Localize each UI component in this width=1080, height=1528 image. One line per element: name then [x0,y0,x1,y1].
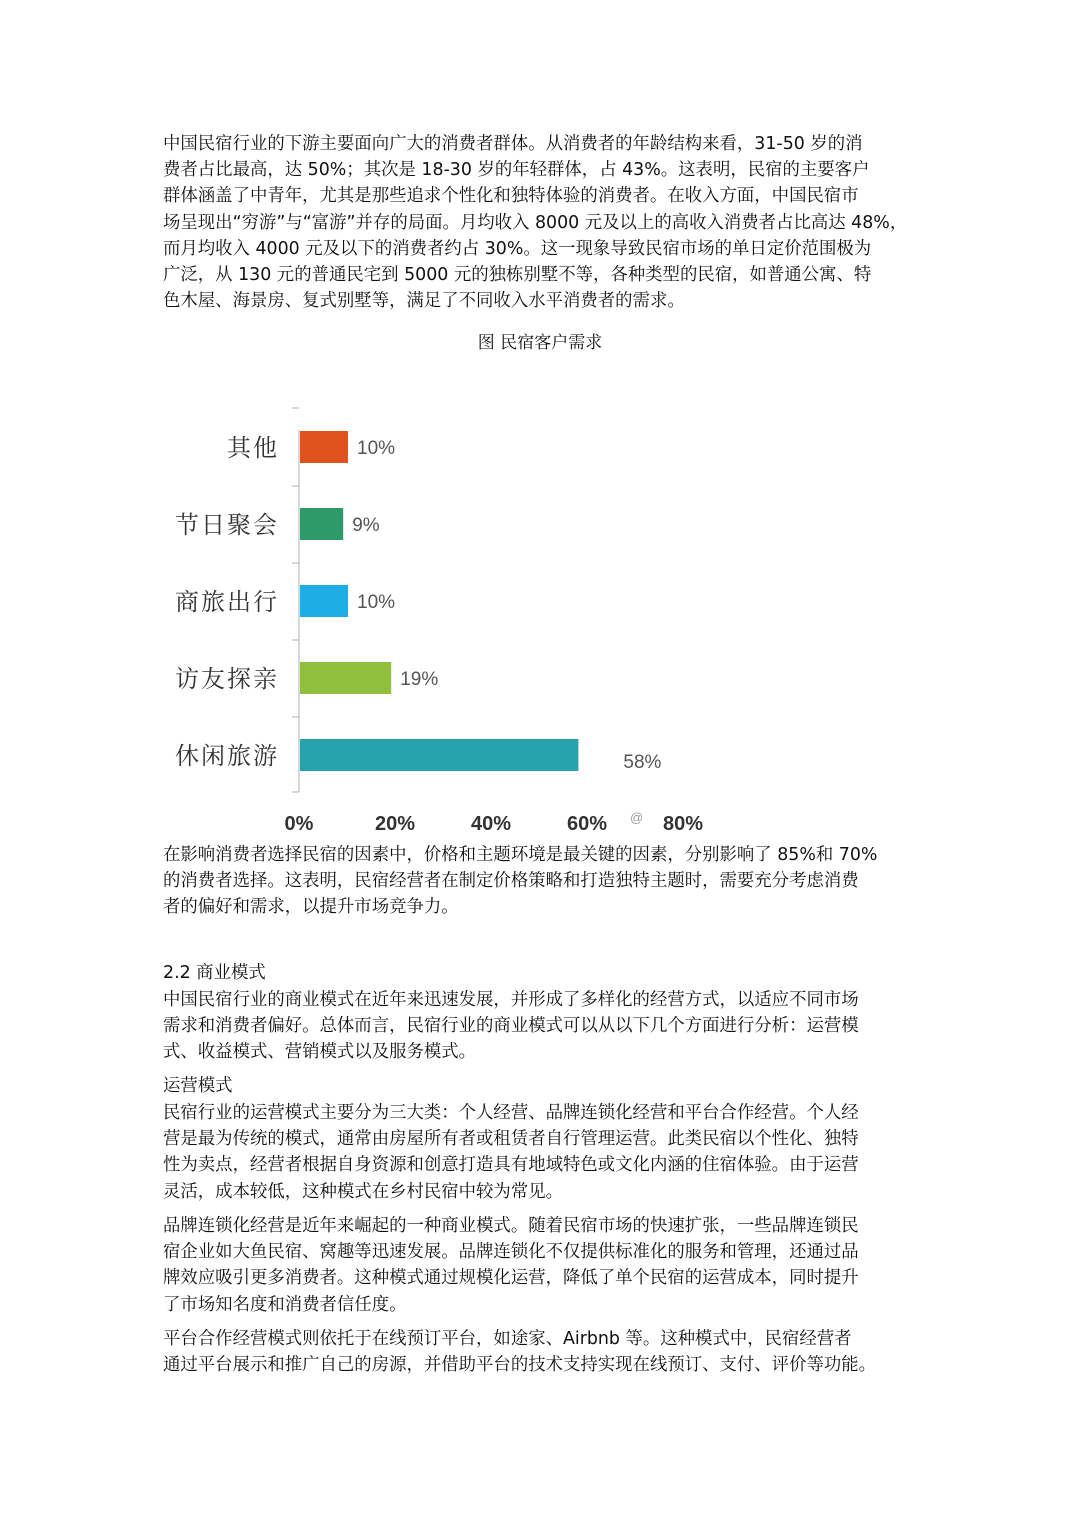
text-line: 群体涵盖了中青年，尤其是那些追求个性化和独特体验的消费者。在收入方面，中国民宿市 [163,186,859,207]
text-line: 者的偏好和需求，以提升市场竞争力。 [163,897,459,918]
text-line: 了市场知名度和消费者信任度。 [163,1294,407,1315]
paragraph-influencing-factors [163,842,919,921]
text-line: 中国民宿行业的商业模式在近年来迅速发展，并形成了多样化的经营方式，以适应不同市场 [163,990,859,1010]
value-label: 10% [357,438,396,459]
text-line: 品牌连锁化经营是近年来崛起的一种商业模式。随着民宿市场的快速扩张，一些品牌连锁民 [163,1216,859,1236]
section-heading: 2.2 商业模式 [163,963,266,983]
text-line: 在影响消费者选择民宿的因素中，价格和主题环境是最关键的因素，分别影响了 85%和 70% [163,845,878,865]
paragraph-platform-cooperation [163,1326,919,1378]
text-line: 的消费者选择。这表明，民宿经营者在制定价格策略和打造独特主题时，需要充分考虑消费 [163,871,859,892]
category-label: 商旅出行 [175,588,279,616]
category-label: 其他 [227,434,279,462]
text-line: 宿企业如大鱼民宿、窝趣等迅速发展。品牌连锁化不仅提供标准化的服务和管理，还通过品 [163,1242,859,1263]
category-label: 休闲旅游 [175,742,279,770]
text-line: 牌效应吸引更多消费者。这种模式通过规模化运营，降低了单个民宿的运营成本，同时提升 [163,1268,859,1289]
customer-demand-bar-chart [160,400,780,840]
category-label: 节日聚会 [175,511,279,539]
text-line: 平台合作经营模式则依托于在线预订平台，如途家、Airbnb 等。这种模式中，民宿经营者 [163,1329,852,1349]
paragraph-operation-types [163,1100,919,1205]
category-label: 访友探亲 [175,665,279,693]
paragraph-customer-demographics [163,131,919,314]
chart-axes [292,408,299,792]
text-line: 广泛，从 130 元的普通民宅到 5000 元的独栋别墅不等，各种类型的民宿，如普通公寓、特 [163,265,872,286]
paragraph-brand-chain [163,1213,919,1318]
value-label: 9% [352,515,380,536]
bar-1 [300,431,348,463]
text-line: 通过平台展示和推广自己的房源，并借助平台的技术支持实现在线预订、支付、评价等功能。 [163,1355,877,1376]
x-tick-label: 20% [374,813,416,835]
text-line: 费者占比最高，达 50%；其次是 18-30 岁的年轻群体，占 43%。这表明，民宿的主要客户 [163,160,870,181]
x-tick-label: 40% [470,813,512,835]
x-tick-label: 80% [662,813,704,835]
text-line: 色木屋、海景房、复式别墅等，满足了不同收入水平消费者的需求。 [163,291,685,312]
chart-labels [175,434,703,835]
watermark-text: @ [630,810,644,825]
x-tick-label: 60% [566,813,608,835]
text-line: 灵活，成本较低，这种模式在乡村民宿中较为常见。 [163,1181,563,1202]
text-line: 式、收益模式、营销模式以及服务模式。 [163,1042,477,1063]
chart-bars [300,431,578,771]
text-line: 营是最为传统的模式，通常由房屋所有者或租赁者自行管理运营。此类民宿以个性化、独特 [163,1129,859,1150]
text-line: 性为卖点，经营者根据自身资源和创意打造具有地域特色或文化内涵的住宿体验。由于运营 [163,1155,859,1176]
text-line: 中国民宿行业的下游主要面向广大的消费者群体。从消费者的年龄结构来看，31-50 岁的消 [163,134,863,154]
bar-4 [300,662,391,694]
text-line: 而月均收入 4000 元及以下的消费者约占 30%。这一现象导致民宿市场的单日定价范围极为 [163,238,872,259]
text-line: 场呈现出“穷游”与“富游”并存的局面。月均收入 8000 元及以上的高收入消费者占比高达 48%， [163,212,908,233]
paragraph-business-model-intro [163,987,919,1066]
bar-3 [300,585,348,617]
text-line: 民宿行业的运营模式主要分为三大类：个人经营、品牌连锁化经营和平台合作经营。个人经 [163,1103,859,1123]
bar-2 [300,508,343,540]
figure-caption: 图 民宿客户需求 [477,333,603,353]
value-label: 10% [357,592,396,613]
value-label: 19% [400,669,439,690]
subsection-heading: 运营模式 [163,1076,233,1096]
bar-5 [300,739,578,771]
text-line: 需求和消费者偏好。总体而言，民宿行业的商业模式可以从以下几个方面进行分析：运营模 [163,1016,859,1037]
x-tick-label: 0% [284,813,314,835]
value-label: 58% [623,752,662,773]
